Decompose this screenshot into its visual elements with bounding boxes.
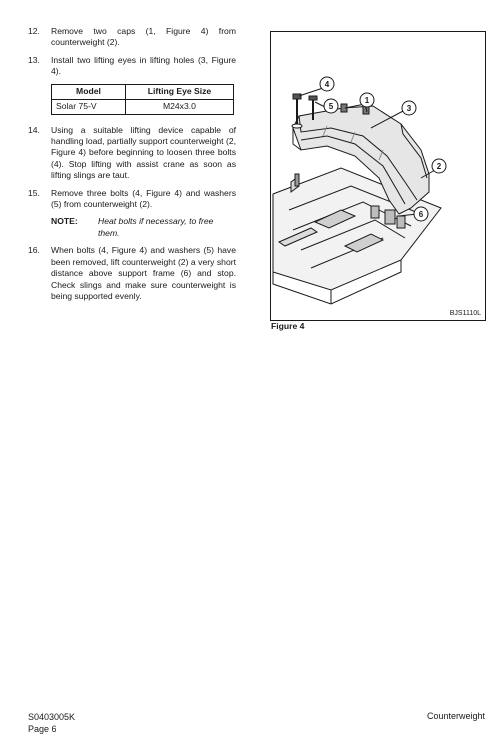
callout-label-5: 5: [328, 102, 334, 111]
step-15: [28, 188, 236, 211]
step-number: 16.: [28, 245, 40, 256]
step-14: [28, 125, 236, 182]
step-text: When bolts (4, Figure 4) and washers (5) have been removed, lift counterweight (2) a very short distance above support frame (6) and stop. Check slings and make sure counterweight is being supported evenly.: [51, 245, 236, 301]
step-number: 14.: [28, 124, 40, 135]
counterweight-drawing: [271, 32, 485, 320]
step-12: [28, 26, 236, 49]
step-number: 15.: [28, 187, 40, 198]
step-16: [28, 245, 236, 302]
table-header-row: [52, 84, 234, 99]
step-text: Remove three bolts (4, Figure 4) and washers (5) from counterweight (2).: [51, 187, 236, 210]
note: [51, 216, 236, 239]
note-label: NOTE:: [51, 216, 78, 227]
table-cell-model: Solar 75-V: [52, 99, 126, 114]
table-header-eye-size: Lifting Eye Size: [125, 84, 233, 99]
callout-label-3: 3: [406, 104, 412, 113]
figure-code: BJS1110L: [449, 310, 481, 317]
step-text: Remove two caps (1, Figure 4) from counterweight (2).: [51, 26, 236, 48]
callout-label-2: 2: [436, 162, 442, 171]
footer-left: [28, 711, 75, 735]
lifting-eye-table: [51, 84, 234, 115]
callout-label-6: 6: [418, 210, 424, 219]
section-title: Counterweight: [426, 711, 485, 721]
step-text: Install two lifting eyes in lifting holes (3, Figure 4).: [51, 54, 236, 77]
step-number: 13.: [28, 54, 40, 65]
note-text: Heat bolts if necessary, to free them.: [98, 216, 214, 238]
figure-4-illustration: [270, 31, 486, 321]
callout-label-4: 4: [324, 80, 330, 89]
step-number: 12.: [28, 26, 40, 36]
page-number: Page 6: [28, 724, 57, 734]
callout-label-1: 1: [364, 96, 370, 105]
step-13: [28, 55, 236, 78]
table-header-model: Model: [52, 84, 126, 99]
figure-caption: Figure 4: [271, 321, 305, 331]
table-cell-eye-size: M24x3.0: [125, 99, 233, 114]
step-text: Using a suitable lifting device capable of handling load, partially support counterweight (2, Figure 4) before beginning to loosen three bolts (4). Stop lifting with assist crane as soon as lifting slings are taut.: [51, 124, 236, 181]
doc-number: S0403005K: [28, 712, 76, 722]
instruction-column: [28, 26, 236, 308]
table-row: [52, 99, 234, 114]
